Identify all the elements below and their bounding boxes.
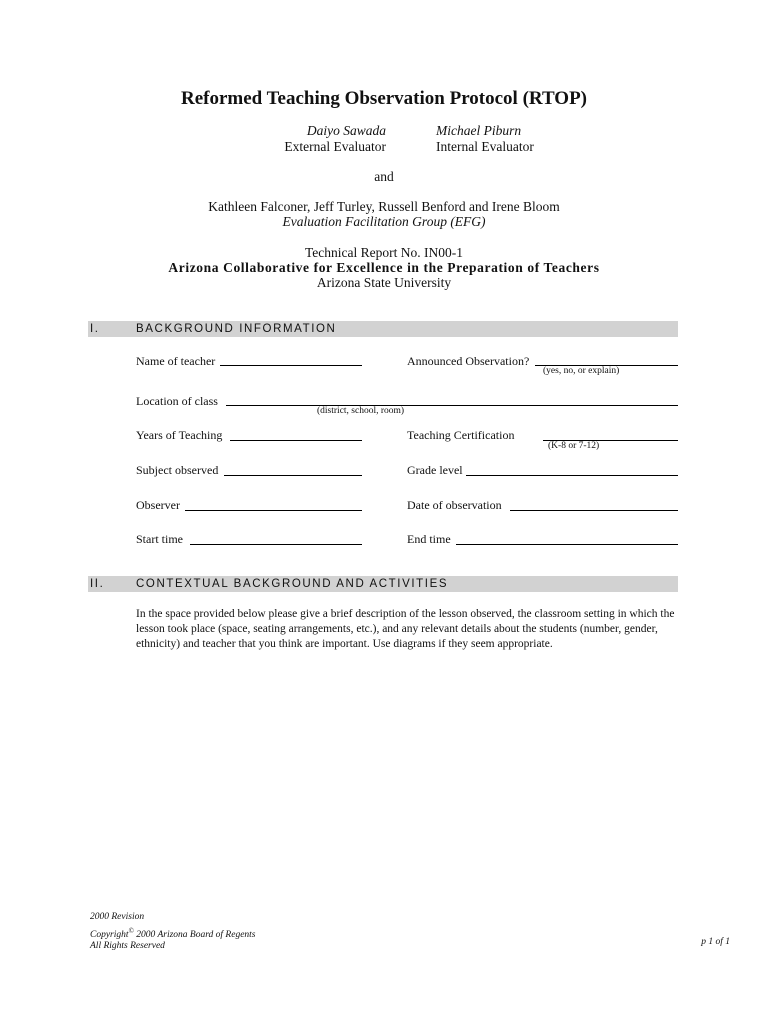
section-header-background (88, 321, 678, 337)
footer-left (90, 912, 256, 952)
group-names: Kathleen Falconer, Jeff Turley, Russell Benford and Irene Bloom (208, 199, 560, 214)
author-left (186, 123, 386, 155)
section-title: BACKGROUND INFORMATION (136, 323, 337, 335)
observer-field[interactable] (185, 510, 362, 511)
and-text: and (374, 169, 394, 184)
author-right (436, 123, 636, 155)
section-number: I. (90, 323, 100, 335)
start-time-label: Start time (136, 532, 183, 546)
start-time-field[interactable] (190, 544, 362, 545)
grade-level-label: Grade level (407, 463, 463, 477)
end-time-label: End time (407, 532, 451, 546)
description-area[interactable] (136, 660, 678, 900)
grade-level-field[interactable] (466, 475, 678, 476)
section-instructions: In the space provided below please give a brief description of the lesson observed, the classroom setting in which the lesson took place (space, seating arrangements, etc.), and any relevant details about the students (number, gender, ethnicity) and teacher that you think are important. Use diagrams if they seem appropriate. (136, 608, 675, 650)
observer-label: Observer (136, 498, 180, 512)
announced-observation-hint: (yes, no, or explain) (543, 366, 620, 376)
author-left-role: External Evaluator (284, 139, 386, 154)
teacher-name-label: Name of teacher (136, 354, 216, 368)
institution: Arizona Collaborative for Excellence in the Preparation of Teachers (168, 260, 600, 275)
author-right-role: Internal Evaluator (436, 139, 534, 154)
location-field[interactable] (226, 405, 678, 406)
subject-label: Subject observed (136, 463, 219, 477)
section-number: II. (90, 578, 105, 590)
teacher-name-field[interactable] (220, 365, 362, 366)
document-title: Reformed Teaching Observation Protocol (RTOP) (180, 88, 588, 109)
author-left-name: Daiyo Sawada (306, 123, 386, 138)
copyright-text (90, 926, 256, 941)
author-right-name: Michael Piburn (436, 123, 522, 138)
report-number: Technical Report No. IN00-1 (304, 245, 463, 260)
copyright-symbol: © (128, 927, 134, 935)
university: Arizona State University (316, 275, 452, 290)
observation-date-label: Date of observation (407, 498, 502, 512)
end-time-field[interactable] (456, 544, 678, 545)
group-name: Evaluation Facilitation Group (EFG) (282, 214, 486, 229)
section-title: CONTEXTUAL BACKGROUND AND ACTIVITIES (136, 578, 449, 590)
authors-block (0, 123, 768, 157)
page-number: p 1 of 1 (701, 937, 730, 947)
copyright-owner: 2000 Arizona Board of Regents (133, 930, 256, 941)
location-label: Location of class (136, 394, 218, 408)
subject-field[interactable] (224, 475, 362, 476)
location-hint: (district, school, room) (317, 406, 405, 416)
announced-observation-label: Announced Observation? (407, 354, 530, 368)
certification-label: Teaching Certification (407, 428, 515, 442)
years-teaching-field[interactable] (230, 440, 362, 441)
section-header-activities (88, 576, 678, 592)
certification-hint: (K-8 or 7-12) (548, 441, 600, 451)
years-teaching-label: Years of Teaching (136, 428, 223, 442)
rights-text: All Rights Reserved (90, 941, 165, 952)
copyright-prefix: Copyright (90, 930, 129, 941)
observation-date-field[interactable] (510, 510, 678, 511)
revision-text: 2000 Revision (90, 912, 145, 922)
